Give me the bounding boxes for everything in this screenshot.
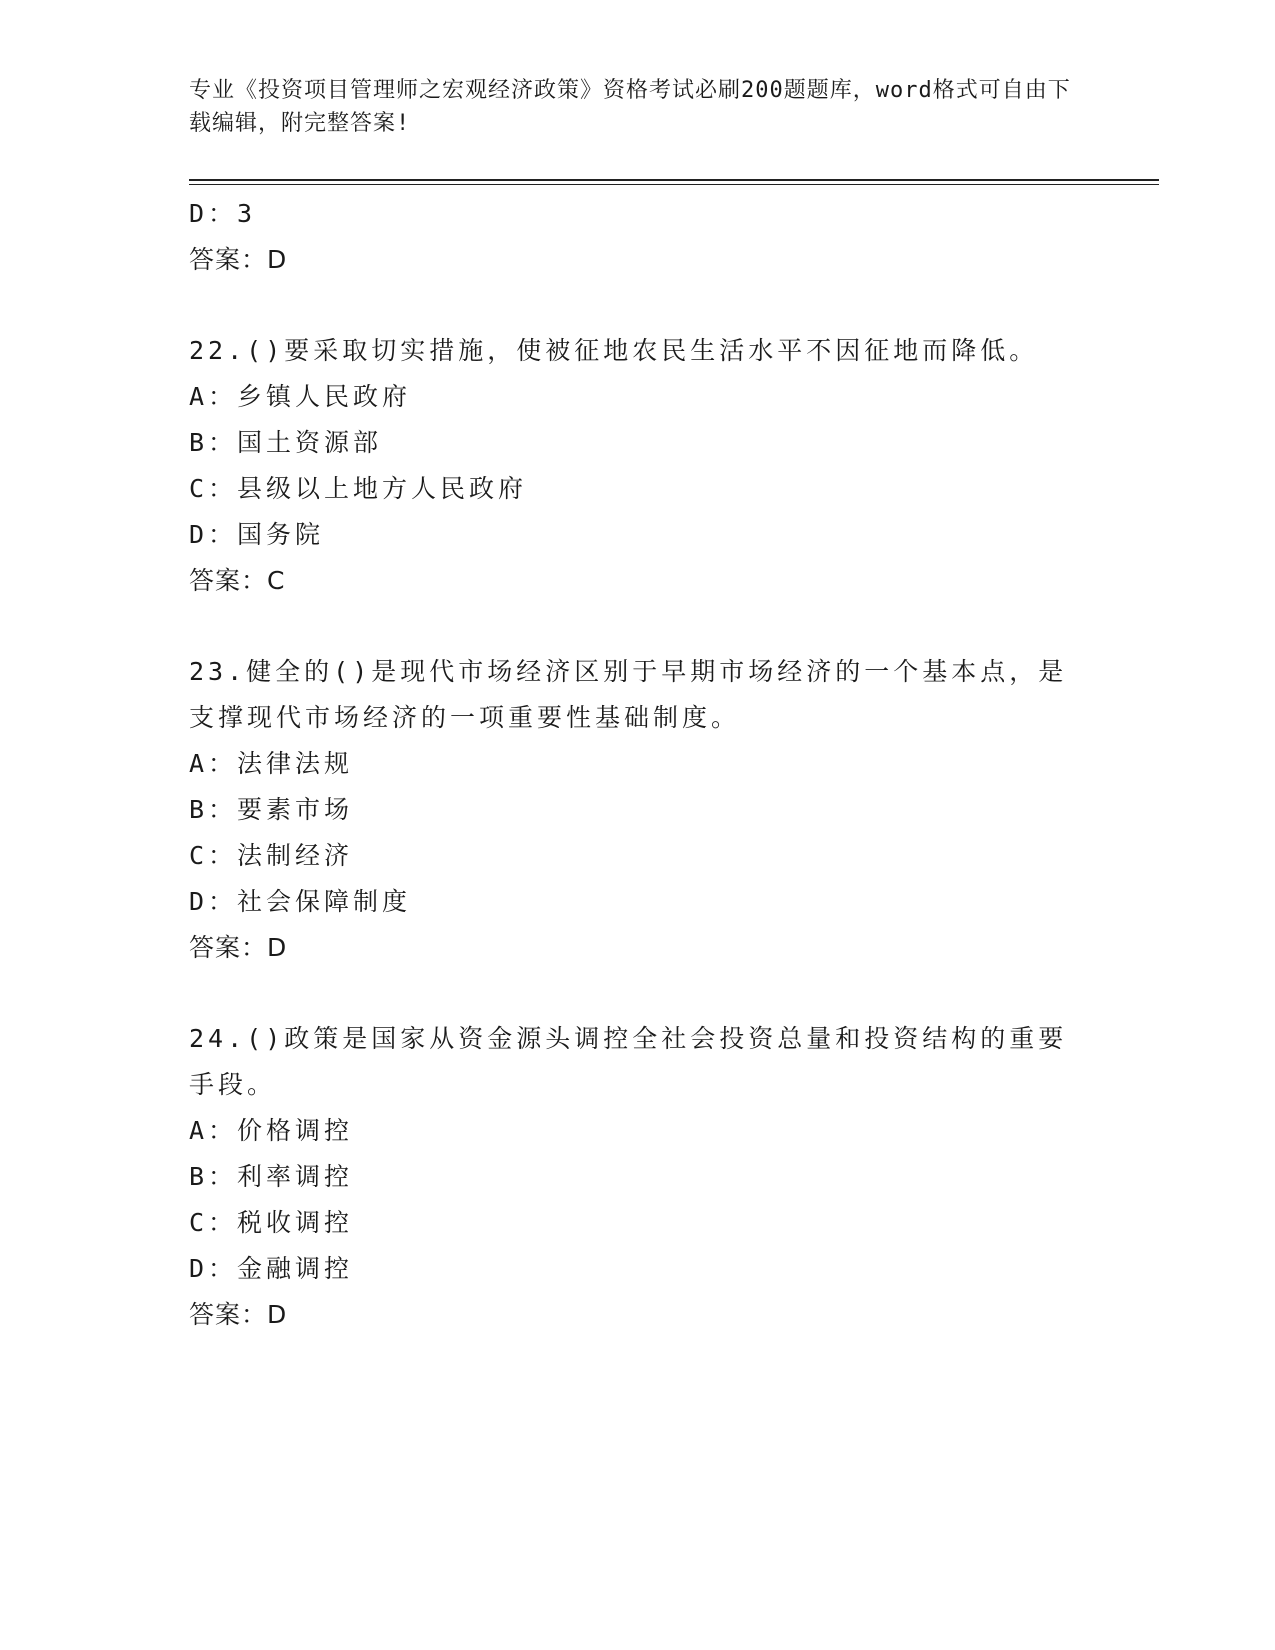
option-d: D：金融调控 xyxy=(189,1254,354,1283)
option-c: C：县级以上地方人民政府 xyxy=(189,474,528,503)
document-header: 专业《投资项目管理师之宏观经济政策》资格考试必刷200题题库，word格式可自由下载编辑，附完整答案! xyxy=(189,78,1071,136)
option-d: D：国务院 xyxy=(189,520,325,549)
prev-answer: 答案：D xyxy=(189,245,288,274)
option-b: B：国土资源部 xyxy=(189,428,383,457)
answer: 答案：C xyxy=(189,566,286,595)
option-d: D：社会保障制度 xyxy=(189,887,412,916)
question-content xyxy=(189,191,1089,1338)
spacer xyxy=(189,971,1089,1016)
question-22 xyxy=(189,328,1089,604)
header-rule-thick xyxy=(189,179,1159,181)
question-stem: 24.()政策是国家从资金源头调控全社会投资总量和投资结构的重要手段。 xyxy=(189,1024,1068,1099)
header-rule-thin xyxy=(189,184,1159,185)
option-a: A：价格调控 xyxy=(189,1116,354,1145)
option-b: B：要素市场 xyxy=(189,795,354,824)
spacer xyxy=(189,604,1089,649)
option-a: A：法律法规 xyxy=(189,749,354,778)
answer: 答案：D xyxy=(189,933,288,962)
question-23 xyxy=(189,649,1089,971)
question-stem: 23.健全的()是现代市场经济区别于早期市场经济的一个基本点，是支撑现代市场经济的一项重要性基础制度。 xyxy=(189,657,1068,732)
spacer xyxy=(189,283,1089,328)
option-c: C：法制经济 xyxy=(189,841,354,870)
answer: 答案：D xyxy=(189,1300,288,1329)
option-b: B：利率调控 xyxy=(189,1162,354,1191)
question-24 xyxy=(189,1016,1089,1338)
prev-option-d: D：3 xyxy=(189,199,257,228)
question-stem: 22.()要采取切实措施，使被征地农民生活水平不因征地而降低。 xyxy=(189,336,1039,365)
option-c: C：税收调控 xyxy=(189,1208,354,1237)
option-a: A：乡镇人民政府 xyxy=(189,382,412,411)
